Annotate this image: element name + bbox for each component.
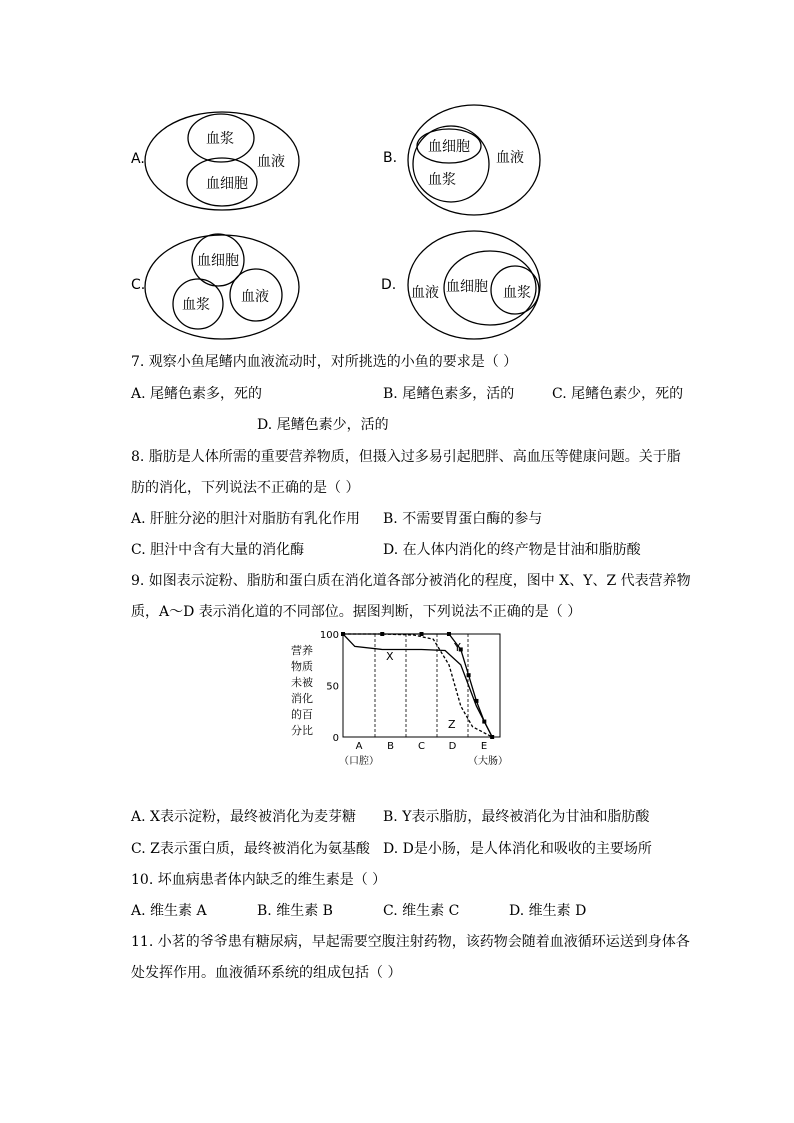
q7-stem: 7. 观察小鱼尾鳍内血液流动时，对所挑选的小鱼的要求是（ ） xyxy=(131,354,518,370)
q9-stem-line2: 质，A～D 表示消化道的不同部位。据图判断，下列说法不正确的是（ ） xyxy=(131,604,582,620)
option-c-cells-text: 血细胞 xyxy=(197,253,239,269)
option-d-blood-text: 血液 xyxy=(411,285,439,301)
q10-option-b: B. 维生素 B xyxy=(257,903,333,919)
y-axis-label: 消化 xyxy=(291,692,313,705)
y-axis-label: 营养 xyxy=(291,644,313,657)
y-tick-label: 100 xyxy=(319,630,339,641)
q10-option-c: C. 维生素 C xyxy=(383,903,460,919)
q10-option-d: D. 维生素 D xyxy=(509,903,587,919)
q9-stem-line1: 9. 如图表示淀粉、脂肪和蛋白质在消化道各部分被消化的程度，图中 X、Y、Z 代表营养物 xyxy=(131,573,691,589)
option-d-plasma-text: 血浆 xyxy=(503,285,531,301)
q8-option-c: C. 胆汁中含有大量的消化酶 xyxy=(131,542,305,558)
y-axis-label: 分比 xyxy=(291,724,313,737)
q7-option-b: B. 尾鳍色素多，活的 xyxy=(383,386,515,402)
option-a-cells-text: 血细胞 xyxy=(206,176,248,192)
series-z-label: Z xyxy=(448,718,456,731)
q8-option-b: B. 不需要胃蛋白酶的参与 xyxy=(383,511,543,527)
x-category-label: E xyxy=(480,741,488,752)
option-b-label: B. xyxy=(383,150,398,166)
option-c-label: C. xyxy=(131,277,146,293)
y-axis-label: 未被 xyxy=(291,676,313,689)
series-x-label: X xyxy=(386,650,394,663)
q11-stem-line2: 处发挥作用。血液循环系统的组成包括（ ） xyxy=(131,965,402,981)
x-category-note: （口腔） xyxy=(339,756,379,767)
series-y-point xyxy=(447,632,451,636)
option-b-blood-text: 血液 xyxy=(496,150,524,166)
series-y-label: Y xyxy=(454,641,461,654)
option-a-label: A. xyxy=(131,151,145,167)
option-c-plasma-text: 血浆 xyxy=(182,297,210,313)
option-a-blood-text: 血液 xyxy=(257,154,285,170)
digestion-chart xyxy=(280,624,540,774)
x-category-label: C xyxy=(418,741,425,752)
q6-diagrams xyxy=(0,0,794,345)
series-y-point xyxy=(482,720,486,724)
series-y-point xyxy=(474,699,478,703)
q8-option-d: D. 在人体内消化的终产物是甘油和脂肪酸 xyxy=(383,542,641,558)
q8-stem-line2: 肪的消化，下列说法不正确的是（ ） xyxy=(131,480,360,496)
x-category-label: B xyxy=(387,741,394,752)
option-c-blood-text: 血液 xyxy=(241,289,269,305)
q9-option-b: B. Y表示脂肪，最终被消化为甘油和脂肪酸 xyxy=(383,809,650,825)
y-tick-label: 0 xyxy=(332,733,339,744)
q7-option-d: D. 尾鳍色素少，活的 xyxy=(257,417,389,433)
q9-option-a: A. X表示淀粉，最终被消化为麦芽糖 xyxy=(131,809,356,825)
y-tick-label: 50 xyxy=(326,681,339,693)
option-b-cells-text: 血细胞 xyxy=(428,139,470,155)
q11-stem-line1: 11. 小茗的爷爷患有糖尿病，早起需要空腹注射药物，该药物会随着血液循环运送到身体各 xyxy=(131,934,690,950)
option-c-outer xyxy=(145,235,299,339)
x-category-note: （大肠） xyxy=(468,756,508,767)
x-category-label: D xyxy=(448,741,457,752)
x-category-label: A xyxy=(355,741,363,752)
y-axis-label: 物质 xyxy=(291,660,313,673)
option-d-cells-text: 血细胞 xyxy=(446,279,488,295)
option-b-plasma-text: 血浆 xyxy=(428,172,456,188)
q8-stem-line1: 8. 脂肪是人体所需的重要营养物质，但摄入过多易引起肥胖、高血压等健康问题。关于脂 xyxy=(131,449,681,465)
y-axis-label: 的百 xyxy=(291,708,313,721)
series-y-point xyxy=(420,632,424,636)
series-y-point xyxy=(467,673,471,677)
q9-option-c: C. Z表示蛋白质，最终被消化为氨基酸 xyxy=(131,841,370,857)
q7-option-a: A. 尾鳍色素多，死的 xyxy=(131,386,263,402)
q10-option-a: A. 维生素 A xyxy=(131,903,207,919)
q10-stem: 10. 坏血病患者体内缺乏的维生素是（ ） xyxy=(131,872,387,888)
option-a-plasma-text: 血浆 xyxy=(206,131,234,147)
q8-option-a: A. 肝脏分泌的胆汁对脂肪有乳化作用 xyxy=(131,511,361,527)
q9-option-d: D. D是小肠，是人体消化和吸收的主要场所 xyxy=(383,841,652,857)
q7-option-c: C. 尾鳍色素少，死的 xyxy=(552,386,684,402)
option-d-label: D. xyxy=(381,277,397,293)
